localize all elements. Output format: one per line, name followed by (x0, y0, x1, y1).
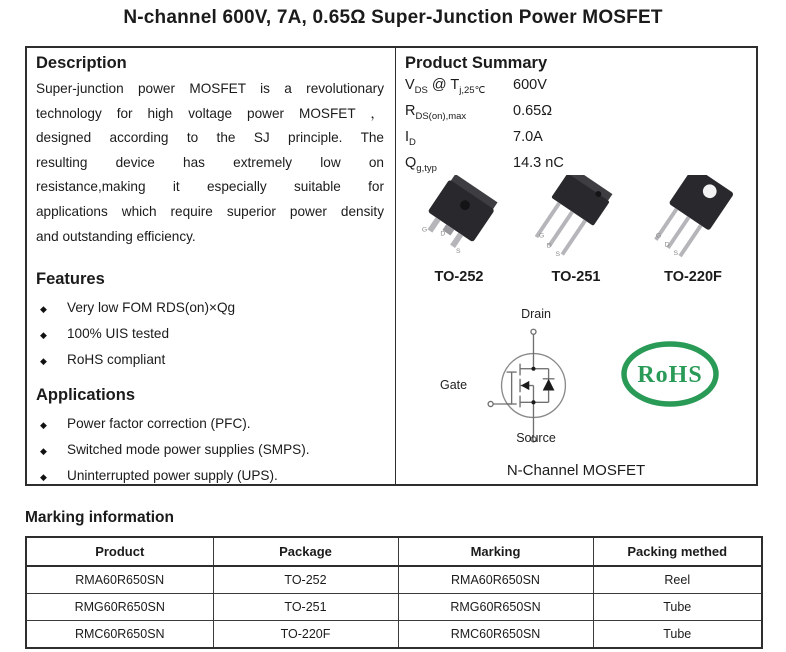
package-images-row (396, 175, 756, 285)
applications-heading: Applications (36, 386, 136, 405)
marking-information-heading: Marking information (25, 509, 174, 526)
summary-value: 600V (513, 77, 547, 93)
pin-label-s: S (555, 251, 561, 259)
application-item (36, 442, 384, 457)
summary-value: 0.65Ω (513, 103, 553, 119)
cell-packing: Tube (593, 594, 762, 621)
diamond-bullet-icon: ◆ (40, 472, 47, 483)
description-line: resistance,making it especially suitable for (36, 179, 384, 195)
cell-packing: Reel (593, 566, 762, 594)
feature-item (36, 352, 384, 367)
features-section (36, 270, 384, 367)
features-heading: Features (36, 270, 105, 289)
table-header-row (26, 537, 762, 566)
description-line: and outstanding efficiency. (36, 228, 196, 244)
product-summary-table (405, 77, 756, 181)
cell-marking: RMC60R650SN (398, 621, 593, 649)
marking-information-table (25, 536, 763, 649)
summary-parameter: $I_D$ (405, 129, 416, 148)
pin-label-d: D (546, 242, 552, 250)
package-label: TO-220F (664, 269, 722, 285)
column-header-package: Package (213, 537, 398, 566)
cell-product: RMG60R650SN (26, 594, 213, 621)
table-row (26, 566, 762, 594)
application-item-label: Power factor correction (PFC). (67, 416, 251, 432)
cell-product: RMA60R650SN (26, 566, 213, 594)
applications-section (36, 386, 384, 483)
description-line: designed according to the SJ principle. The (36, 130, 384, 146)
description-line: applications which require superior power density (36, 203, 384, 219)
application-item (36, 468, 384, 483)
source-terminal-label: Source (516, 431, 556, 445)
summary-value: 7.0A (513, 129, 543, 145)
symbol-caption: N-Channel MOSFET (506, 462, 646, 479)
datasheet-overview-box (25, 46, 758, 486)
summary-row (405, 77, 756, 103)
column-header-product: Product (26, 537, 213, 566)
summary-parameter: $V_{DS}$ @ $T_{j,25℃}$ (405, 77, 486, 96)
package-to252 (405, 175, 513, 285)
description-paragraph (36, 77, 384, 249)
drain-terminal-label: Drain (521, 307, 551, 321)
package-label: TO-251 (551, 269, 601, 285)
pin-label-g: G (538, 232, 545, 240)
pin-label-s: S (673, 250, 679, 258)
rohs-label: RoHS (637, 362, 703, 388)
to220f-package-image (647, 175, 739, 261)
cell-marking: RMA60R650SN (398, 566, 593, 594)
pin-label-d: D (664, 241, 670, 249)
feature-item (36, 300, 384, 315)
description-line: Super-junction power MOSFET is a revolutionary (36, 81, 384, 96)
cell-package: TO-252 (213, 566, 398, 594)
page-title: N-channel 600V, 7A, 0.65Ω Super-Junction Power MOSFET (123, 7, 663, 28)
to252-package-image (413, 175, 505, 261)
application-item-label: Switched mode power supplies (SMPS). (67, 442, 310, 458)
diamond-bullet-icon: ◆ (40, 420, 47, 431)
summary-row (405, 103, 756, 129)
summary-parameter: $Q_{g,typ}$ (405, 155, 437, 174)
diamond-bullet-icon: ◆ (40, 330, 47, 341)
feature-item-label: RoHS compliant (67, 352, 166, 368)
cell-marking: RMG60R650SN (398, 594, 593, 621)
application-item (36, 416, 384, 431)
pin-label-s: S (456, 248, 461, 256)
cell-package: TO-251 (213, 594, 398, 621)
summary-parameter: $R_{DS(on),max}$ (405, 103, 467, 122)
to251-package-image (530, 175, 622, 261)
feature-item-label: 100% UIS tested (67, 326, 170, 342)
diamond-bullet-icon: ◆ (40, 304, 47, 315)
summary-value: 14.3 nC (513, 155, 564, 171)
pin-label-g: G (421, 226, 428, 234)
package-to220f (639, 175, 747, 285)
table-row (26, 621, 762, 649)
package-label: TO-252 (434, 269, 484, 285)
description-heading: Description (36, 54, 127, 72)
description-line: resulting device has extremely low on (36, 154, 384, 170)
product-summary-column (396, 48, 756, 484)
table-row (26, 594, 762, 621)
cell-packing: Tube (593, 621, 762, 649)
diamond-bullet-icon: ◆ (40, 446, 47, 457)
cell-package: TO-220F (213, 621, 398, 649)
application-item-label: Uninterrupted power supply (UPS). (67, 468, 278, 484)
summary-row (405, 129, 756, 155)
column-header-packing-method: Packing methed (593, 537, 762, 566)
feature-item (36, 326, 384, 341)
diamond-bullet-icon: ◆ (40, 356, 47, 367)
package-to251 (522, 175, 630, 285)
column-header-marking: Marking (398, 537, 593, 566)
nmos-symbol-diagram (480, 320, 592, 446)
description-column (27, 48, 396, 484)
gate-terminal-label: Gate (440, 378, 468, 392)
feature-item-label: Very low FOM RDS(on)×Qg (67, 300, 236, 316)
pin-label-g: G (655, 232, 662, 240)
cell-product: RMC60R650SN (26, 621, 213, 649)
pin-label-d: D (440, 230, 446, 238)
product-summary-heading: Product Summary (405, 54, 548, 72)
rohs-logo (618, 338, 722, 410)
description-line: technology for high voltage power MOSFET ， (36, 105, 384, 121)
